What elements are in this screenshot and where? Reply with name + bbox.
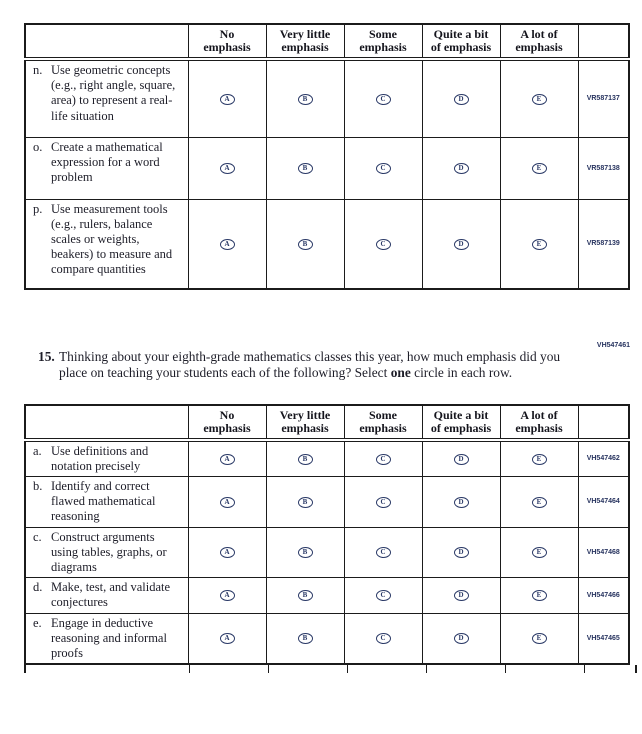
answer-bubble-b[interactable] [298,239,313,250]
question-15-text [38,349,630,381]
option-cell-quite-a-bit-of-emphasis [422,527,500,578]
option-cell-very-little-emphasis [266,137,344,199]
row-letter: b. [33,479,43,493]
option-cell-quite-a-bit-of-emphasis [422,440,500,477]
row-code: VH547468 [578,527,629,578]
bubble-letter: B [302,497,308,506]
bubble-letter: A [224,591,230,600]
bubble-letter: E [536,163,542,172]
option-cell-no-emphasis [188,527,266,578]
answer-bubble-b[interactable] [298,497,313,508]
column-header-a-lot-of-emphasis [500,24,578,59]
column-header-line2: emphasis [281,40,329,54]
bubble-letter: D [458,497,464,506]
row-label [33,444,186,474]
bubble-letter: B [302,94,308,103]
bubble-letter: C [380,239,386,248]
column-header-line1: Quite a bit [433,27,489,41]
column-header-line1: Quite a bit [433,407,489,422]
option-cell-some-emphasis [344,613,422,664]
question-text-before: Thinking about your eighth-grade mathematics classes this year, how much emphasis did you place on teaching your students each of the following? Select [59,349,561,380]
option-cell-very-little-emphasis [266,199,344,289]
option-cell-no-emphasis [188,137,266,199]
row-code: VR587138 [578,137,629,199]
option-cell-a-lot-of-emphasis [500,613,578,664]
bubble-letter: A [224,239,230,248]
answer-bubble-d[interactable] [454,163,469,174]
questionnaire-page [0,23,642,734]
bubble-letter: C [380,497,386,506]
row-label [33,580,186,610]
bubble-letter: E [536,591,542,600]
column-header-line2: emphasis [281,420,329,435]
option-cell-some-emphasis [344,59,422,137]
row-label [33,530,186,576]
row-text: Use geometric concepts (e.g., right angle, square, area) to represent a real-life situation [51,63,176,123]
answer-bubble-d[interactable] [454,94,469,105]
column-header-line2: of emphasis [430,420,492,435]
question-15-emphasis-table [24,404,630,666]
row-text: Use definitions and notation precisely [51,443,149,473]
answer-bubble-c[interactable] [376,547,391,558]
row-code: VH547466 [578,578,629,613]
bubble-letter: A [224,163,230,172]
answer-bubble-c[interactable] [376,163,391,174]
option-cell-a-lot-of-emphasis [500,527,578,578]
column-header-line2: emphasis [203,420,251,435]
row-letter: o. [33,139,43,154]
bubble-letter: B [302,591,308,600]
row-code: VH547464 [578,477,629,528]
option-cell-a-lot-of-emphasis [500,199,578,289]
row-letter: c. [33,529,42,544]
row-letter: a. [33,443,42,458]
bubble-letter: D [458,163,464,172]
row-text: Use measurement tools (e.g., rulers, balance scales or weights, beakers) to measure and compare quantities [51,201,173,277]
bubble-letter: A [224,94,230,103]
table-row [25,578,629,613]
bubble-letter: E [536,634,542,643]
bubble-letter: E [536,239,542,248]
table-row [25,199,629,289]
column-header-line2: emphasis [515,420,563,435]
answer-bubble-b[interactable] [298,454,313,465]
row-text: Identify and correct flawed mathematical reasoning [51,479,156,524]
bubble-letter: D [458,591,464,600]
table-row [25,613,629,664]
column-header-line1: Some [369,407,397,422]
option-cell-very-little-emphasis [266,527,344,578]
upper-emphasis-table [24,23,630,290]
option-cell-quite-a-bit-of-emphasis [422,199,500,289]
column-header-line1: Some [369,27,397,41]
bubble-letter: E [536,94,542,103]
row-code: VR587139 [578,199,629,289]
option-cell-very-little-emphasis [266,477,344,528]
option-cell-a-lot-of-emphasis [500,440,578,477]
option-cell-very-little-emphasis [266,578,344,613]
option-cell-some-emphasis [344,440,422,477]
stub-code-cell [585,665,637,673]
answer-bubble-a[interactable] [220,454,235,465]
bubble-letter: B [302,548,308,557]
bubble-letter: A [224,454,230,463]
bubble-letter: D [458,94,464,103]
option-cell-a-lot-of-emphasis [500,477,578,528]
answer-bubble-e[interactable] [532,454,547,465]
answer-bubble-e[interactable] [532,163,547,174]
option-cell-no-emphasis [188,477,266,528]
row-label-header-cell [25,405,188,440]
stub-cell [427,665,506,673]
option-cell-quite-a-bit-of-emphasis [422,613,500,664]
question-bold-word: one [390,364,411,380]
row-label-header-cell [25,24,188,59]
answer-bubble-b[interactable] [298,633,313,644]
bubble-letter: C [380,548,386,557]
bubble-letter: B [302,163,308,172]
answer-bubble-a[interactable] [220,239,235,250]
column-header-line2: emphasis [515,40,563,54]
row-label-cell [25,199,188,289]
row-label [33,140,186,186]
answer-bubble-e[interactable] [532,590,547,601]
row-letter: d. [33,580,43,595]
answer-bubble-b[interactable] [298,163,313,174]
column-header-line2: emphasis [359,40,407,54]
option-cell-a-lot-of-emphasis [500,578,578,613]
code-column-header-cell [578,24,629,59]
row-letter: p. [33,201,43,216]
table-row [25,137,629,199]
bubble-letter: A [224,548,230,557]
column-header-line1: No [219,407,235,422]
column-header-line2: emphasis [359,420,407,435]
bubble-letter: B [302,634,308,643]
answer-bubble-c[interactable] [376,94,391,105]
column-header-line2: of emphasis [430,40,492,54]
answer-bubble-d[interactable] [454,547,469,558]
header-row [25,24,629,59]
row-label [33,616,186,662]
option-cell-a-lot-of-emphasis [500,137,578,199]
code-column-header-cell [578,405,629,440]
question-15-block [38,342,630,381]
bubble-letter: E [536,497,542,506]
option-cell-no-emphasis [188,59,266,137]
answer-bubble-e[interactable] [532,497,547,508]
column-header-some-emphasis [344,24,422,59]
option-cell-some-emphasis [344,527,422,578]
row-label-cell [25,137,188,199]
answer-bubble-c[interactable] [376,454,391,465]
answer-bubble-e[interactable] [532,94,547,105]
option-cell-very-little-emphasis [266,440,344,477]
bubble-letter: D [458,454,464,463]
option-cell-quite-a-bit-of-emphasis [422,59,500,137]
option-cell-no-emphasis [188,199,266,289]
answer-bubble-b[interactable] [298,547,313,558]
row-label [33,479,186,525]
option-cell-some-emphasis [344,477,422,528]
answer-bubble-a[interactable] [220,94,235,105]
column-header-quite-a-bit-of-emphasis [422,405,500,440]
row-label [33,63,186,124]
column-header-very-little-emphasis [266,405,344,440]
column-header-some-emphasis [344,405,422,440]
column-header-very-little-emphasis [266,24,344,59]
table-row [25,527,629,578]
option-cell-very-little-emphasis [266,59,344,137]
row-code: VR587137 [578,59,629,137]
option-cell-very-little-emphasis [266,613,344,664]
row-text: Create a mathematical expression for a word problem [51,139,163,184]
bubble-letter: D [458,548,464,557]
column-header-line1: Very little [279,407,331,422]
question-text-after: circle in each row. [410,364,513,380]
bubble-letter: C [380,94,386,103]
option-cell-no-emphasis [188,578,266,613]
answer-bubble-a[interactable] [220,163,235,174]
column-header-line1: A lot of [520,407,558,422]
answer-bubble-d[interactable] [454,633,469,644]
bubble-letter: C [380,163,386,172]
column-header-line1: A lot of [520,27,558,41]
option-cell-quite-a-bit-of-emphasis [422,137,500,199]
column-header-a-lot-of-emphasis [500,405,578,440]
row-code: VH547465 [578,613,629,664]
row-text: Construct arguments using tables, graphs, or diagrams [51,529,167,575]
row-label-cell [25,578,188,613]
question-body [59,349,586,381]
bubble-letter: D [458,634,464,643]
column-header-line1: No [219,27,235,41]
answer-bubble-e[interactable] [532,547,547,558]
row-code: VH547462 [578,440,629,477]
answer-bubble-c[interactable] [376,633,391,644]
option-cell-no-emphasis [188,613,266,664]
column-header-quite-a-bit-of-emphasis [422,24,500,59]
option-cell-some-emphasis [344,199,422,289]
bubble-letter: B [302,454,308,463]
column-header-line2: emphasis [203,40,251,54]
bubble-letter: E [536,454,542,463]
row-label [33,202,186,278]
answer-bubble-a[interactable] [220,497,235,508]
row-label-cell [25,477,188,528]
answer-bubble-e[interactable] [532,239,547,250]
bubble-letter: C [380,591,386,600]
bubble-letter: C [380,454,386,463]
table-row [25,440,629,477]
option-cell-no-emphasis [188,440,266,477]
row-label-cell [25,527,188,578]
option-cell-some-emphasis [344,578,422,613]
stub-cell [348,665,427,673]
bubble-letter: D [458,239,464,248]
answer-bubble-a[interactable] [220,590,235,601]
row-text: Make, test, and validate conjectures [51,580,171,610]
answer-bubble-b[interactable] [298,94,313,105]
question-code: VH547461 [596,342,630,349]
stub-cell [506,665,585,673]
stub-label-cell [24,665,190,673]
answer-bubble-d[interactable] [454,454,469,465]
option-cell-a-lot-of-emphasis [500,59,578,137]
row-label-cell [25,613,188,664]
bubble-letter: A [224,634,230,643]
answer-bubble-a[interactable] [220,633,235,644]
table-row [25,59,629,137]
answer-bubble-d[interactable] [454,239,469,250]
table-row [25,477,629,528]
header-row [25,405,629,440]
answer-bubble-c[interactable] [376,497,391,508]
answer-bubble-e[interactable] [532,633,547,644]
answer-bubble-c[interactable] [376,239,391,250]
row-label-cell [25,440,188,477]
answer-bubble-a[interactable] [220,547,235,558]
stub-cell [190,665,269,673]
answer-bubble-c[interactable] [376,590,391,601]
option-cell-quite-a-bit-of-emphasis [422,578,500,613]
option-cell-some-emphasis [344,137,422,199]
option-cell-quite-a-bit-of-emphasis [422,477,500,528]
bubble-letter: E [536,548,542,557]
answer-bubble-d[interactable] [454,590,469,601]
column-header-line1: Very little [279,27,331,41]
bubble-letter: C [380,634,386,643]
column-header-no-emphasis [188,24,266,59]
bubble-letter: B [302,239,308,248]
row-letter: n. [33,63,43,77]
row-letter: e. [33,615,42,630]
row-text: Engage in deductive reasoning and informal proofs [51,615,167,661]
answer-bubble-b[interactable] [298,590,313,601]
table-continuation-stub [24,665,642,673]
bubble-letter: A [224,497,230,506]
row-label-cell [25,59,188,137]
question-number: 15. [38,349,55,364]
stub-cell [269,665,348,673]
answer-bubble-d[interactable] [454,497,469,508]
column-header-no-emphasis [188,405,266,440]
